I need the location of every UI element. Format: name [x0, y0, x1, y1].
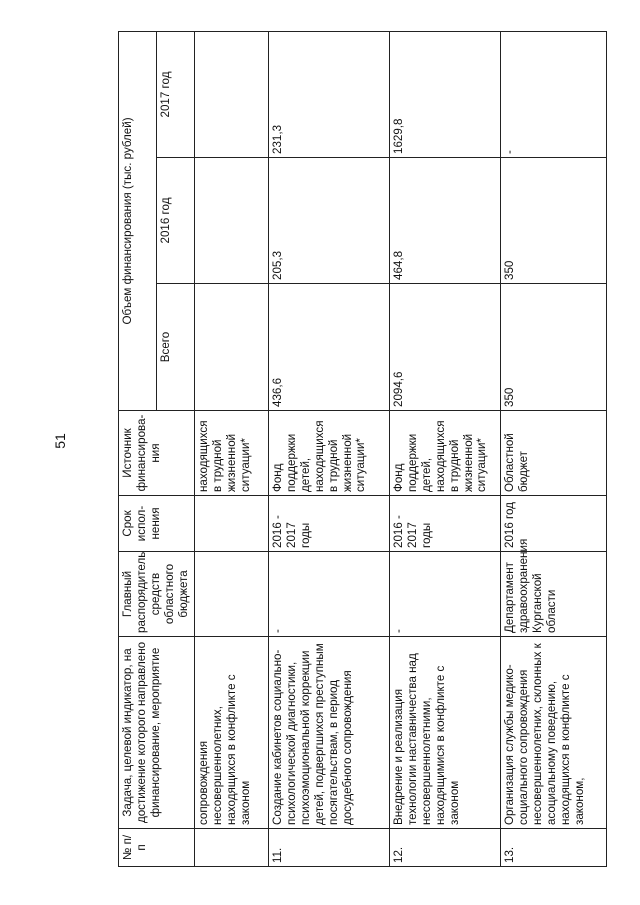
row-task: Организация службы медико-социального сопровождения несовершеннолетних, склонных к асоциальному поведению, находящихся в конфликте с законом, [501, 637, 607, 829]
row-term [195, 496, 269, 552]
header-num: № п/п [119, 829, 195, 867]
row-distributor: - [390, 552, 501, 637]
row-term: 2016 - 2017 годы [390, 496, 501, 552]
header-2017: 2017 год [157, 31, 195, 157]
row-2016: 464,8 [390, 158, 501, 284]
row-source: Фонд поддержки детей, находящихся в трудной жизненной ситуации* [390, 411, 501, 496]
row-task: сопровождения несовершеннолетних, находящихся в конфликте с законом [195, 637, 269, 829]
table-row [390, 31, 501, 866]
header-term: Срок испол-нения [119, 496, 195, 552]
table-row [269, 31, 390, 866]
row-distributor [195, 552, 269, 637]
row-2017: 231,3 [269, 31, 390, 157]
header-task: Задача, целевой индикатор, на достижение которого направлено финансирование, мероприятие [119, 637, 195, 829]
row-task: Создание кабинетов социально-психологической диагностики, психоэмоциональной коррекции детей, подвергшихся преступным посягательствам, в период досудебного сопровождения [269, 637, 390, 829]
header-volume: Объем финансирования (тыс. рублей) [119, 31, 157, 410]
row-task: Внедрение и реализация технологии наставничества над несовершеннолетними, находящимися в конфликте с законом [390, 637, 501, 829]
header-distributor: Главный распорядитель средств областного бюджета [119, 552, 195, 637]
row-2017 [195, 31, 269, 157]
row-distributor: - [269, 552, 390, 637]
row-num [195, 829, 269, 867]
row-2016: 350 [501, 158, 607, 284]
rotated-table-wrapper [118, 32, 606, 867]
row-num: 11. [269, 829, 390, 867]
page-number: 51 [52, 433, 68, 449]
row-source: находящихся в трудной жизненной ситуации* [195, 411, 269, 496]
row-term: 2016 - 2017 годы [269, 496, 390, 552]
row-2017: - [501, 31, 607, 157]
table-row [195, 31, 269, 866]
row-source: Областной бюджет [501, 411, 607, 496]
header-source: Источник финансирова-ния [119, 411, 195, 496]
row-2017: 1629,8 [390, 31, 501, 157]
row-num: 12. [390, 829, 501, 867]
row-term: 2016 год [501, 496, 607, 552]
row-2016: 205,3 [269, 158, 390, 284]
table-row [501, 31, 607, 866]
row-2016 [195, 158, 269, 284]
row-source: Фонд поддержки детей, находящихся в трудной жизненной ситуации* [269, 411, 390, 496]
row-total [195, 284, 269, 411]
row-distributor: Департамент здравоохранения Курганской области [501, 552, 607, 637]
row-num: 13. [501, 829, 607, 867]
row-total: 2094,6 [390, 284, 501, 411]
financing-table [118, 31, 607, 867]
header-total: Всего [157, 284, 195, 411]
row-total: 436,6 [269, 284, 390, 411]
row-total: 350 [501, 284, 607, 411]
header-2016: 2016 год [157, 158, 195, 284]
